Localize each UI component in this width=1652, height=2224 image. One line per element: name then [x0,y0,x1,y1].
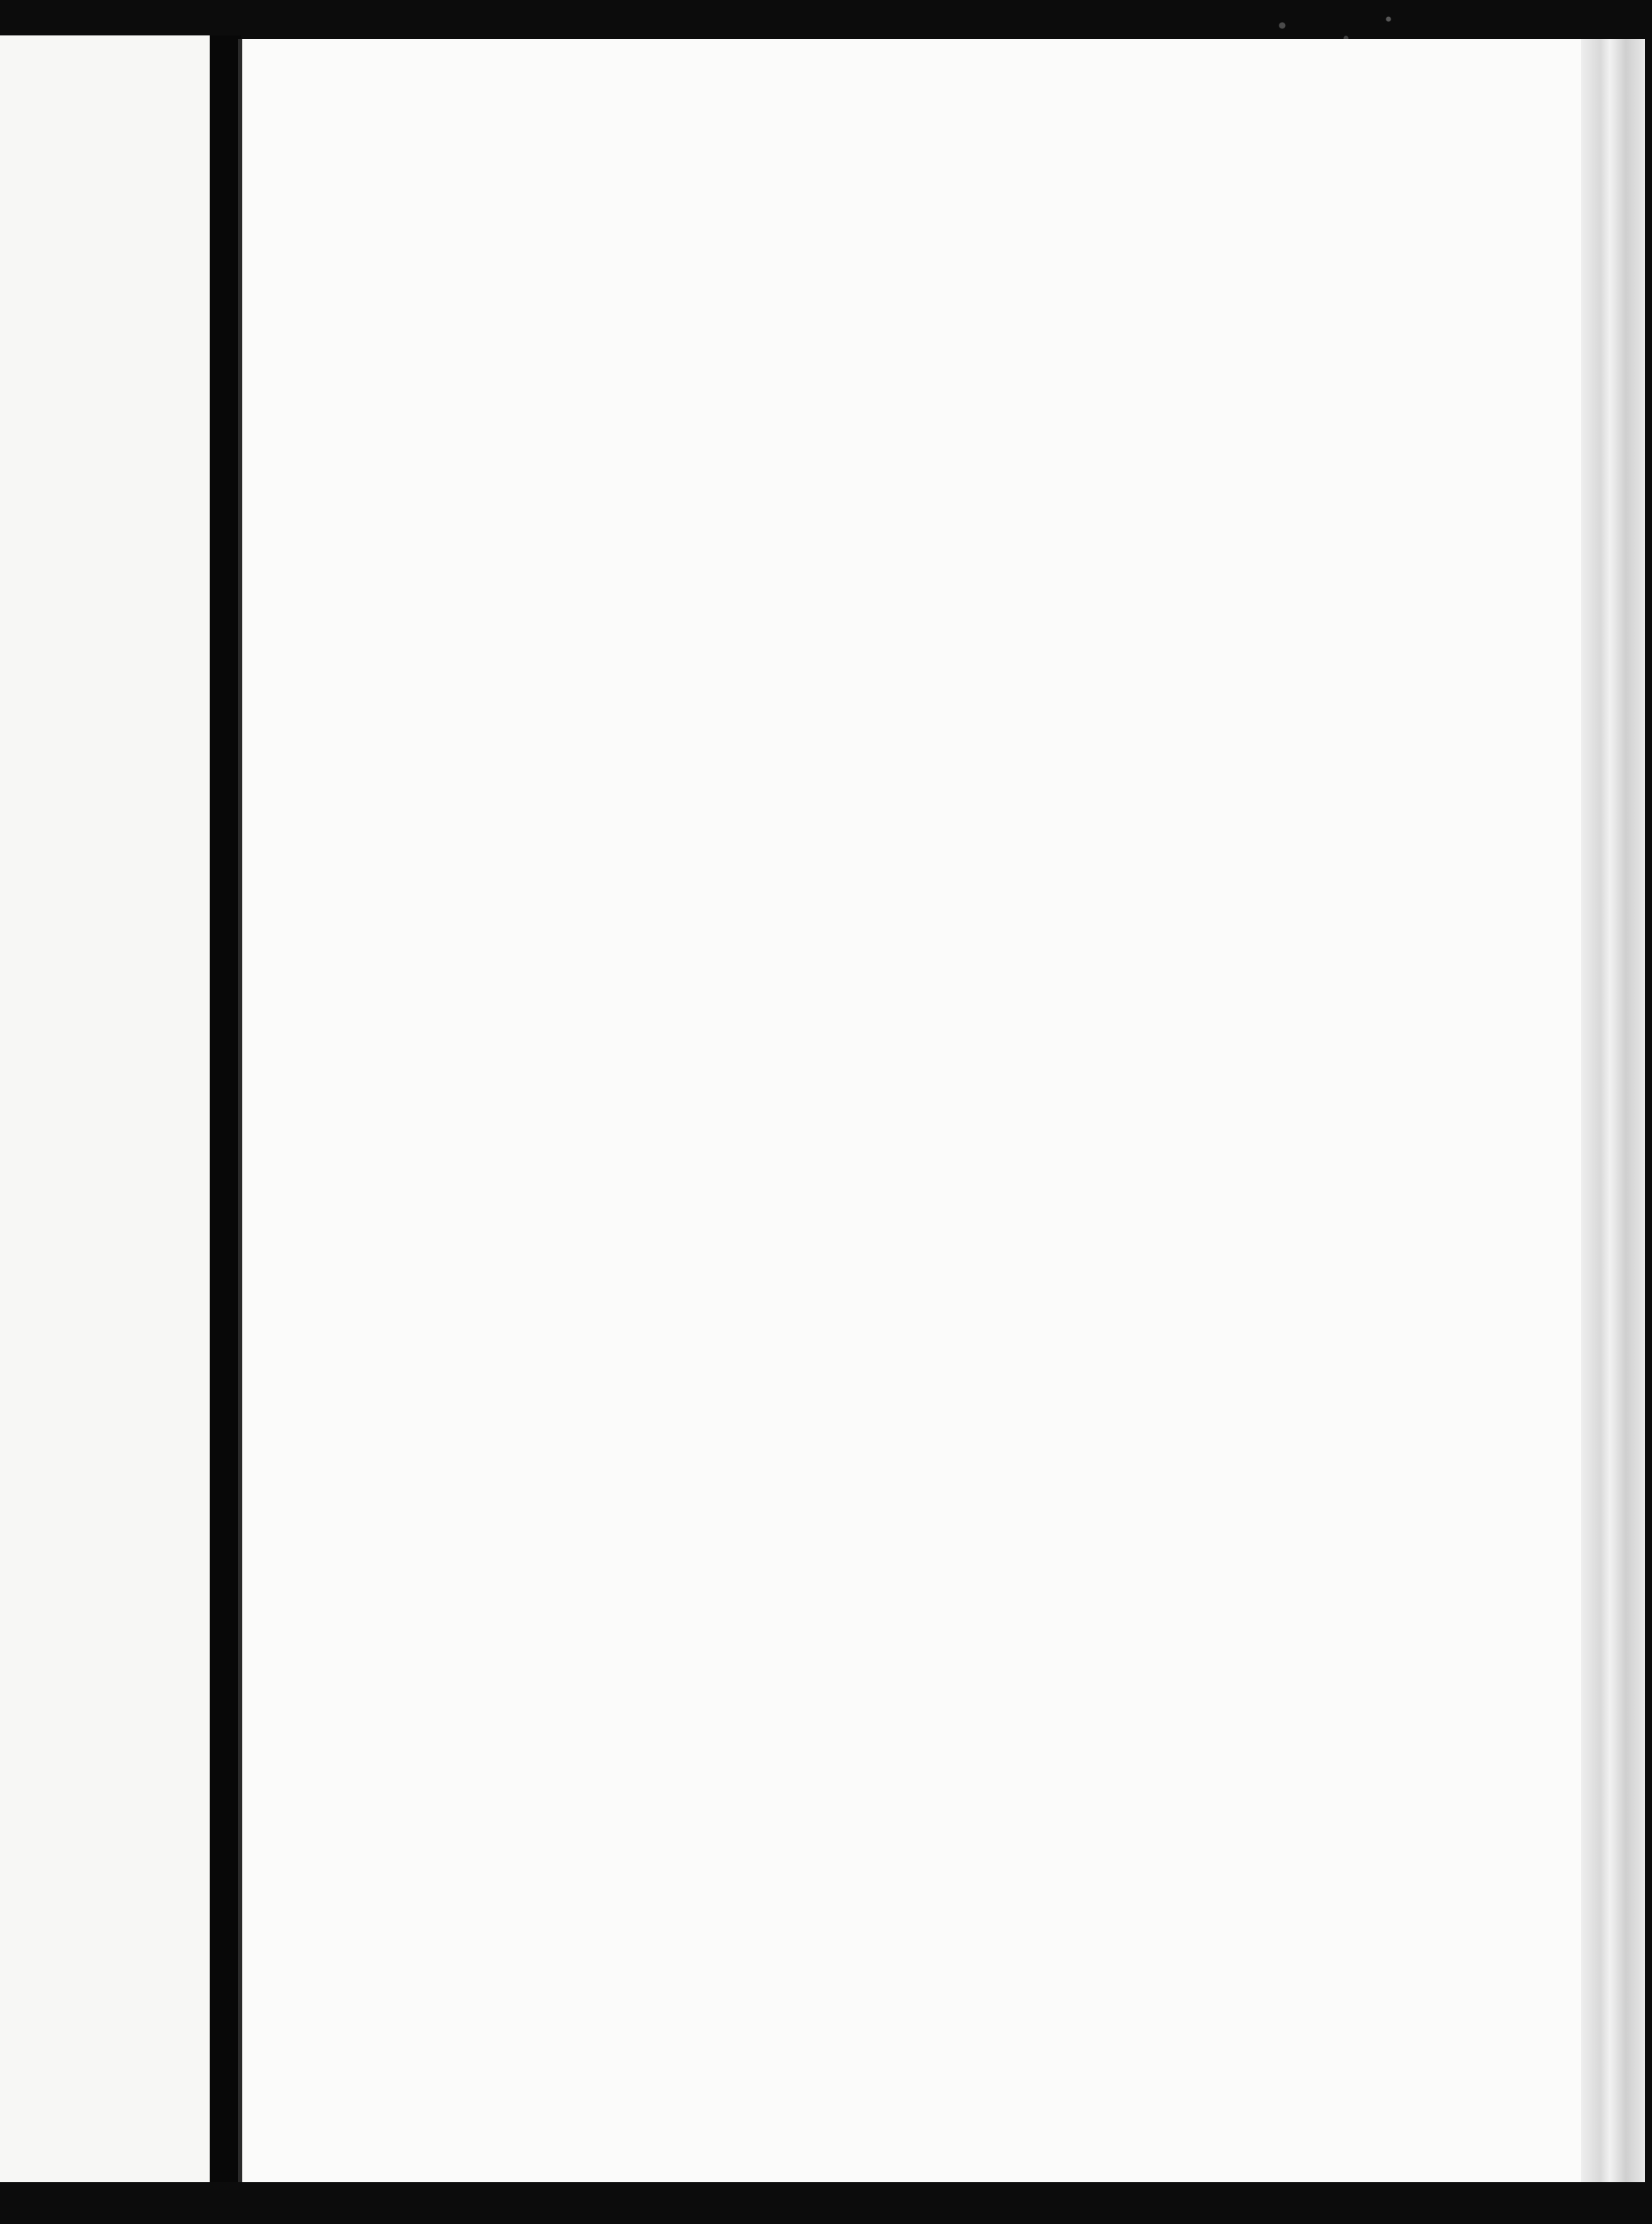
index-content [164,0,1652,2224]
index-page [238,39,1645,2182]
left-page [0,35,213,2182]
